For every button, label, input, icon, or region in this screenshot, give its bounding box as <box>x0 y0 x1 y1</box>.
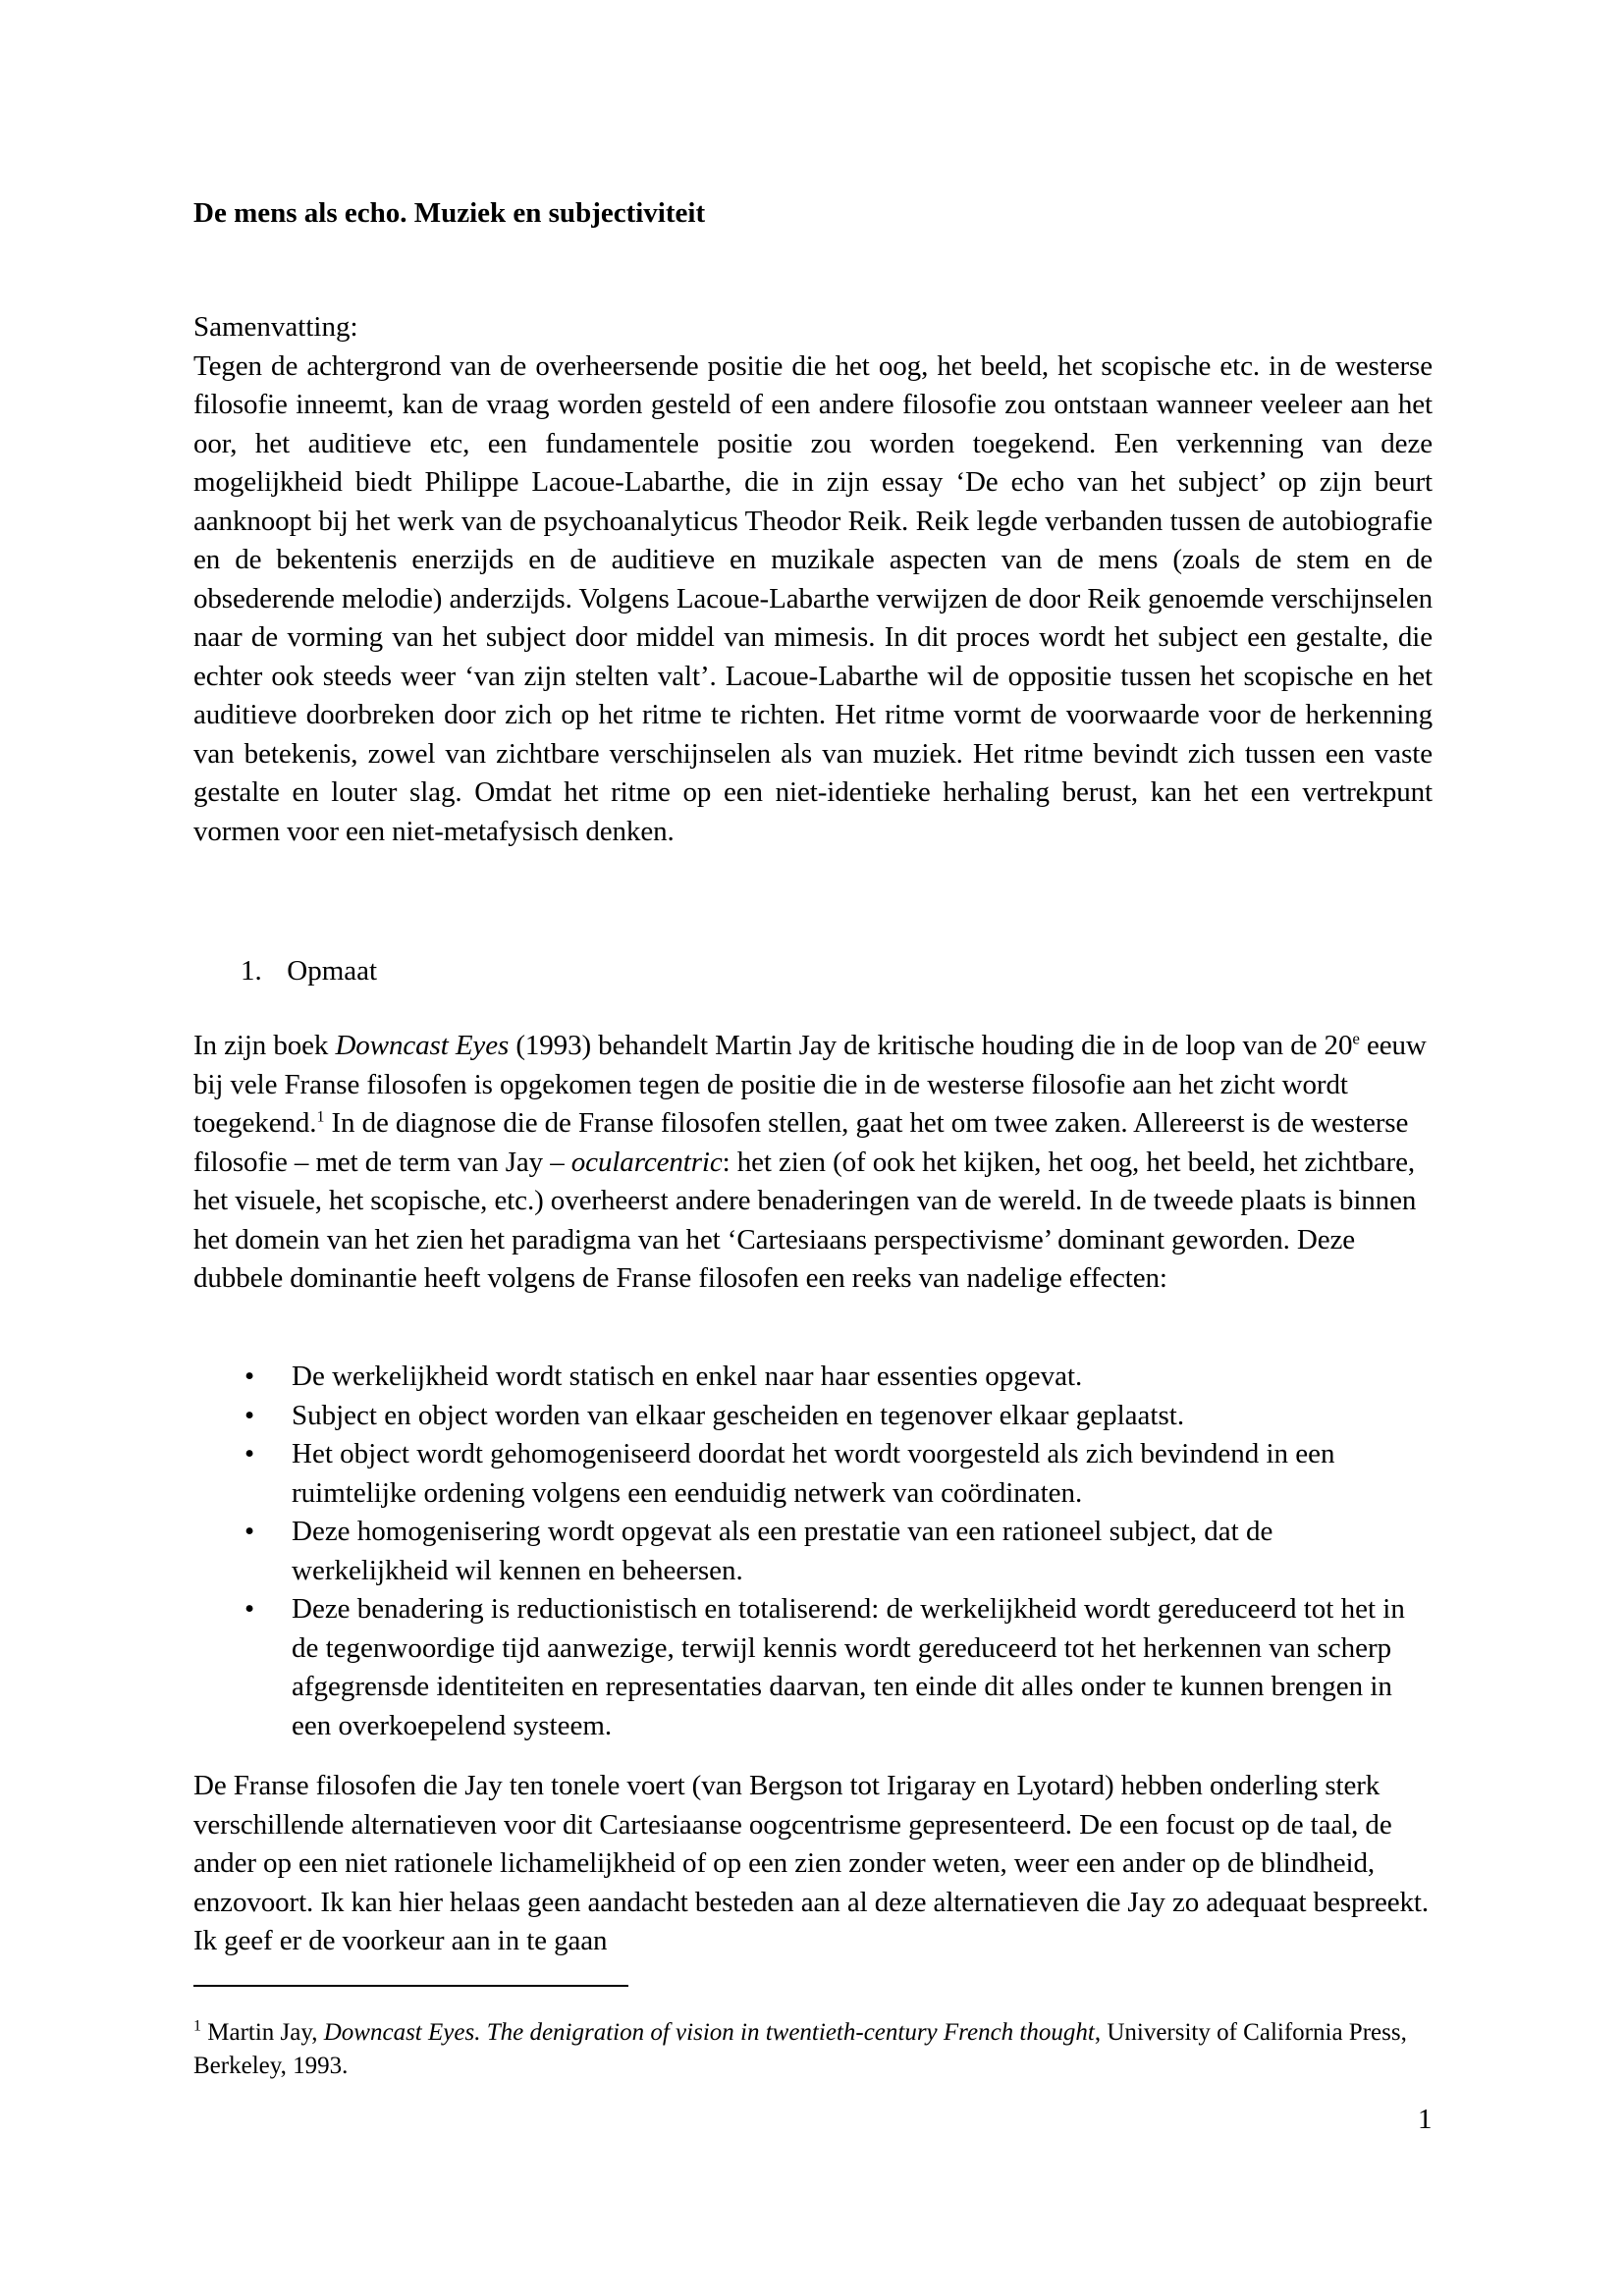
footnote-divider <box>193 1985 628 1987</box>
section-number: 1. <box>241 955 262 987</box>
document-title: De mens als echo. Muziek en subjectiviteit <box>193 197 706 229</box>
paragraph1-text-b: (1993) behandelt Martin Jay de kritische houding die in de loop van de 20 <box>509 1030 1353 1061</box>
page-number: 1 <box>1418 2104 1433 2135</box>
footnote-reference[interactable]: 1 <box>316 1108 325 1126</box>
bullet-icon: • <box>244 1516 255 1547</box>
bullet-icon: • <box>244 1593 255 1625</box>
century-superscript: e <box>1352 1029 1360 1048</box>
body-paragraph-1 <box>193 1027 1433 1299</box>
list-item <box>241 1513 1435 1590</box>
paragraph1-text-d: In de diagnose die de Franse filosofen stellen, gaat het om twee zaken. Allereerst is de westerse filosofie – met de term van Jay – <box>193 1107 1409 1178</box>
list-item-text: Deze homogenisering wordt opgevat als een prestatie van een rationeel subject, dat de werkelijkheid wil kennen en beheersen. <box>292 1516 1273 1586</box>
term-ocularcentric: ocularcentric <box>570 1146 723 1178</box>
list-item-text: Deze benadering is reductionistisch en totaliserend: de werkelijkheid wordt gereduceerd tot het in de tegenwoordige tijd aanwezige, terwijl kennis wordt gereduceerd tot het herkennen van scherp afgegrensde identiteiten en representaties daarvan, ten einde dit alles onder te kunnen brengen in een overkoepelend systeem. <box>292 1593 1405 1741</box>
section-heading <box>241 952 377 991</box>
list-item-text: De werkelijkheid wordt statisch en enkel naar haar essenties opgevat. <box>292 1361 1083 1392</box>
body-paragraph-2: De Franse filosofen die Jay ten tonele voert (van Bergson tot Irigaray en Lyotard) hebben onderling sterk verschillende alternatieven voor dit Cartesiaanse oogcentrisme gepresenteerd. De een focust op de taal, de ander op een niet rationele lichamelijkheid of op een zien zonder weten, weer een ander op de blindheid, enzovoort. Ik kan hier helaas geen aandacht besteden aan al deze alternatieven die Jay zo adequaat bespreekt. Ik geef er de voorkeur aan in te gaan <box>193 1770 1430 1956</box>
section-title: Opmaat <box>287 955 378 987</box>
bullet-icon: • <box>244 1399 255 1431</box>
abstract <box>193 308 1433 851</box>
list-item <box>241 1435 1435 1513</box>
list-item <box>241 1590 1435 1745</box>
paragraph1-text-e: : het zien (of ook het kijken, het oog, het beeld, het zichtbare, het visuele, het scopische, etc.) overheerst andere benaderingen van de wereld. In de tweede plaats is binnen het domein van het zien het paradigma van het ‘Cartesiaans perspectivisme’ dominant geworden. Deze dubbele dominantie heeft volgens de Franse filosofen een reeks van nadelige effecten: <box>193 1146 1417 1294</box>
footnote-work-title: Downcast Eyes. The denigration of vision in twentieth-century French thought <box>323 2019 1095 2046</box>
bullet-icon: • <box>244 1438 255 1469</box>
list-item-text: Het object wordt gehomogeniseerd doordat het wordt voorgesteld als zich bevindend in een ruimtelijke ordening volgens een eenduidig netwerk van coördinaten. <box>292 1438 1335 1509</box>
footnote-publisher: , University of California Press, Berkeley, 1993. <box>193 2019 1407 2079</box>
abstract-text: Tegen de achtergrond van de overheersende positie die het oog, het beeld, het scopische etc. in de westerse filosofie inneemt, kan de vraag worden gesteld of een andere filosofie zou ontstaan wanneer veeleer aan het oor, het auditieve etc, een fundamentele positie zou worden toegekend. Een verkenning van deze mogelijkheid biedt Philippe Lacoue-Labarthe, die in zijn essay ‘De echo van het subject’ op zijn beurt aanknoopt bij het werk van de psychoanalyticus Theodor Reik. Reik legde verbanden tussen de autobiografie en de bekentenis enerzijds en de auditieve en muzikale aspecten van de mens (zoals de stem en de obsederende melodie) anderzijds. Volgens Lacoue-Labarthe verwijzen de door Reik genoemde verschijnselen naar de vorming van het subject door middel van mimesis. In dit proces wordt het subject een gestalte, die echter ook steeds weer ‘van zijn stelten valt’. Lacoue-Labarthe wil de oppositie tussen het scopische en het auditieve doorbreken door zich op het ritme te richten. Het ritme vormt de voorwaarde voor de herkenning van betekenis, zowel van zichtbare verschijnselen als van muziek. Het ritme bevindt zich tussen een vaste gestalte en louter slag. Omdat het ritme op een niet-identieke herhaling berust, kan het een vertrekpunt vormen voor een niet-metafysisch denken. <box>193 349 1433 847</box>
footnote <box>193 2016 1433 2083</box>
abstract-label: Samenvatting: <box>193 311 358 343</box>
paragraph1-text-a: In zijn boek <box>193 1030 336 1061</box>
book-title: Downcast Eyes <box>335 1030 510 1061</box>
footnote-number: 1 <box>193 2017 201 2035</box>
list-item <box>241 1397 1435 1436</box>
list-item-text: Subject en object worden van elkaar gescheiden en tegenover elkaar geplaatst. <box>292 1399 1185 1431</box>
effects-list <box>241 1358 1435 1745</box>
paragraph1-text-c: eeuw bij vele Franse filosofen is opgekomen tegen de positie die in de westerse filosofie aan het zicht wordt toegekend. <box>193 1030 1427 1139</box>
bullet-icon: • <box>244 1361 255 1392</box>
list-item <box>241 1358 1435 1397</box>
footnote-author: Martin Jay, <box>207 2019 324 2046</box>
